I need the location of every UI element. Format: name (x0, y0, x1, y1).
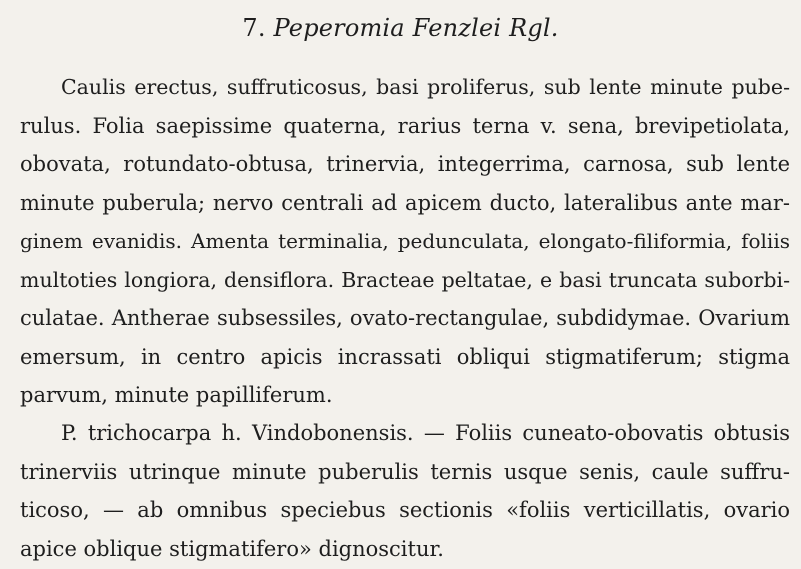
text-line: ticoso, — ab omnibus speciebus sectionis «foliis verticillatis, ovario (20, 498, 790, 522)
text-line: minute puberula; nervo centrali ad apicem ducto, lateralibus ante mar- (20, 190, 790, 215)
description-paragraph (20, 68, 790, 415)
text-line: P. trichocarpa h. Vindobonensis. — Foliis cuneato-obovatis obtusis (61, 421, 790, 445)
text-line: apice oblique stigmatifero» dignoscitur. (20, 536, 444, 561)
text-line: obovata, rotundato-obtusa, trinervia, integerrima, carnosa, sub lente (20, 152, 790, 176)
text-line: parvum, minute papilliferum. (20, 383, 333, 407)
synonym-paragraph (20, 414, 790, 568)
species-number: 7. (242, 14, 266, 42)
text-line: rulus. Folia saepissime quaterna, rarius terna v. sena, brevipetiolata, (20, 113, 790, 138)
text-line: ginem evanidis. Amenta terminalia, pedunculata, elongato-filiformia, foliis (20, 229, 790, 253)
species-heading (0, 10, 801, 46)
text-line: multoties longiora, densiflora. Bracteae peltatae, e basi truncata suborbi- (20, 267, 790, 292)
text-line: emersum, in centro apicis incrassati obliqui stigmatiferum; stigma (20, 344, 790, 369)
text-line: trinerviis utrinque minute puberulis ternis usque senis, caule suffru- (20, 459, 790, 484)
text-line: Caulis erectus, suffruticosus, basi proliferus, sub lente minute pube- (61, 75, 790, 99)
text-line: culatae. Antherae subsessiles, ovato-rectangulae, subdidymae. Ovarium (20, 306, 790, 330)
species-title: Peperomia Fenzlei Rgl. (273, 14, 559, 42)
